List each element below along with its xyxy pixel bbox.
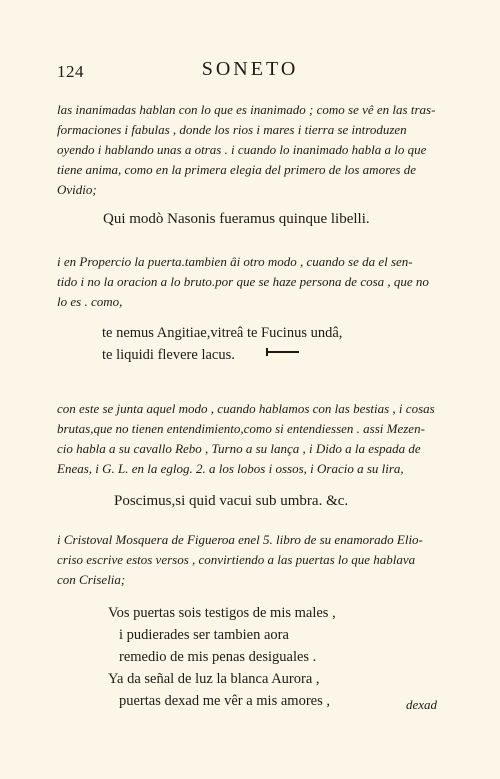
poem-line: remedio de mis penas desiguales .: [119, 649, 317, 665]
text-line: lo es . como,: [57, 294, 123, 309]
pen-stroke-tick: [266, 348, 268, 356]
text-line: criso escrive estos versos , convirtiendo a las puertas lo que hablava: [57, 552, 416, 567]
paragraph-bestias: [57, 399, 457, 479]
verse-line: te nemus Angitiae,vitreâ te Fucinus undâ,: [102, 325, 343, 341]
text-line: tido i no la oracion a lo bruto.por que se haze persona de cosa , que no: [57, 274, 429, 289]
text-line: con Criselia;: [57, 572, 126, 587]
text-line: oyendo i hablando unas a otras . i cuando lo inanimado habla a lo que: [57, 142, 427, 157]
paragraph-inanimate: [57, 100, 457, 200]
poem-line: i pudierades ser tambien aora: [119, 627, 289, 643]
catchword: dexad: [405, 697, 437, 712]
pen-stroke-mark: [266, 351, 299, 353]
text-line: Ovidio;: [57, 182, 97, 197]
text-line: Eneas, i G. L. en la eglog. 2. a los lobos i ossos, i Oracio a su lira,: [57, 461, 404, 476]
paragraph-propercio: [57, 252, 457, 312]
poem-line: puertas dexad me vêr a mis amores ,: [119, 693, 330, 709]
text-line: i Cristoval Mosquera de Figueroa enel 5. libro de su enamorado Elio-: [57, 532, 423, 547]
page-number: 124: [57, 62, 84, 81]
text-line: con este se junta aquel modo , cuando hablamos con las bestias , i cosas: [57, 401, 435, 416]
verse-line: te liquidi flevere lacus.: [102, 347, 235, 363]
text-line: las inanimadas hablan con lo que es inanimado ; como se vê en las tras-: [57, 102, 436, 117]
text-line: brutas,que no tienen entendimiento,como si entendiessen . assi Mezen-: [57, 421, 425, 436]
text-line: cio habla a su cavallo Rebo , Turno a su lança , i Dido a la espada de: [57, 441, 421, 456]
running-head: SONETO: [201, 58, 299, 80]
poem-line: Vos puertas sois testigos de mis males ,: [108, 605, 336, 621]
text-line: tiene anima, como en la primera elegia del primero de los amores de: [57, 162, 416, 177]
poem-line: Ya da señal de luz la blanca Aurora ,: [108, 671, 320, 687]
paragraph-mosquera: [57, 530, 457, 590]
quote-horace: Poscimus,si quid vacui sub umbra. &c.: [114, 493, 349, 509]
quote-ovid: Qui modò Nasonis fueramus quinque libelli.: [103, 211, 370, 227]
text-line: formaciones i fabulas , donde los rios i mares i tierra se introduzen: [57, 122, 407, 137]
text-line: i en Propercio la puerta.tambien âi otro modo , cuando se da el sen-: [57, 254, 413, 269]
